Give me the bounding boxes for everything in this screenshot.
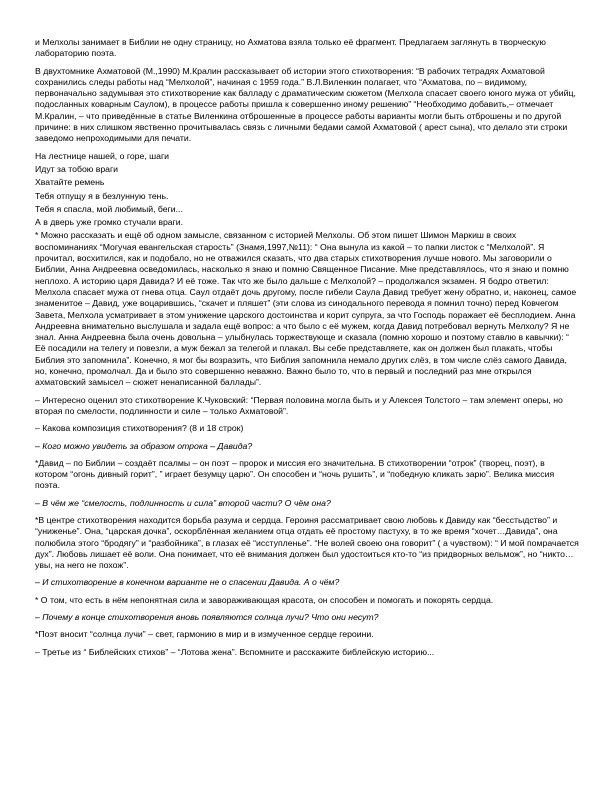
verse-line: Тебя я спасла, мой любимый, беги... [35, 203, 183, 214]
question-otrok: – Кого можно увидеть за образом отрока – Давида? [35, 440, 253, 451]
paragraph-lot-wife: – Третье из “ Библейских стихов” – “Лотова жена”. Вспомните и расскажите библейскую историю... [35, 646, 435, 657]
question-sun-rays: – Почему в конце стихотворения вновь появляются солнца лучи? Что они несут? [35, 612, 379, 623]
answer-sun-rays: *Поэт вносит “солнца лучи” – свет, гармонию в мир и в измученное сердце героини. [35, 629, 374, 640]
verse-block [35, 151, 579, 229]
document-page [35, 37, 579, 664]
paragraph-kralin: В двухтомнике Ахматовой (М.,1990) М.Кралин рассказывает об истории этого стихотворения: “В рабочих тетрадях Ахматовой сохранились следы работы над “Мелхолой”, начиная с 1959 года.” В.Л.Виленкин полагает, что “Ахматова, по – видимому, первоначально задумывая это стихотворение как балладу с драматическим сюжетом (Мелхола спасает своего юного мужа от убийц, подосланных коварным Саулом), в процессе работы пришла к совершенно иному решению” “Необходимо добавить,– отмечает М.Кралин, – что приведённые в статье Виленкина отброшенные в процессе работы варианты могли быть отброшены и по другой причине: в них слишком явственно прочитывалась связь с личными бедами самой Ахматовой ( арест сына), что делало эти строки заведомо непроходимыми для печати. [35, 65, 576, 144]
answer-final-version: * О том, что есть в нём непонятная сила и завораживающая красота, он способен и помогать и покорять сердца. [35, 594, 494, 605]
verse-line: Тебя отпущу я в безлунную тень. [35, 190, 169, 201]
verse-line: Хватайте ремень [35, 177, 105, 188]
question-final-version: – И стихотворение в конечном варианте не о спасении Давида. А о чём? [35, 577, 340, 588]
paragraph-chukovsky: – Интересно оценил это стихотворение К.Чуковский: “Первая половина могла быть и у Алексея Толстого – там элемент оперы, но вторая по смелости, подлинности и силе – только Ахматовой”. [35, 394, 563, 416]
paragraph-intro: и Мелхолы занимает в Библии не одну страницу, но Ахматова взяла только её фрагмент. Предлагаем заглянуть в творческую лабораторию поэта. [35, 37, 546, 59]
verse-line: На лестнице нашей, о горе, шаги [35, 150, 169, 161]
paragraph-markish: * Можно рассказать и ещё об одном замысле, связанном с историей Мелхолы. Об этом пишет Шимон Маркиш в своих воспоминаниях “Могучая евангельская старость” (Знамя,1997,№11): “ Она вынула из какой – то папки листок с “Мелхолой”. Я прочитал, восхитился, как и подобало, но не отважился сказать, что два старых стихотворения лучше нового. Мы заговорили о Библии, Анна Андреевна осведомилась, насколько я знаю и помню Священное Писание. Мне представлялось, что я знаю и помню неплохо. А историю царя Давида? И её тоже. Так что же было дальше с Мелхолой? – продолжался экзамен. Я бодро ответил: Мелхола спасает мужа от гнева отца. Саул отдаёт дочь другому, после гибели Саула Давид требует жену обратно, и, наконец, самое знаменитое – Давид, уже воцарившись, “скачет и пляшет” (эти слова из синодального перевода я помнил точно) перед Ковчегом Завета, Мелхола усматривает в этом унижение царского достоинства и корит супруга, за что Господь поражает её бесплодием. Анна Андреевна внимательно выслушала и задала ещё вопрос: а что было с её мужем, когда Давид потребовал вернуть Мелхолу? Я не знал. Анна Андреевна была очень довольна – улыбнулась торжествующе и сказала (помню хорошо и поэтому ставлю в кавычки): “ Её посадили на телегу и повезли, а муж бежал за телегой и плакал. Вы себе представляете, как он должен был плакать, чтобы Библия это запомнила”. Конечно, я мог бы возразить, что Библия запомнила немало других слёз, в том числе слёз самого Давида, но, конечно, промолчал. Да и было это совершенно неважно. Важно было то, что в первый и последний раз мне открылся ахматовский замысел – сюжет ненаписанной баллады”. [35, 230, 577, 388]
answer-second-part: *В центре стихотворения находится борьба разума и сердца. Героиня рассматривает свою любовь к Давиду как “бесстыдство” и “униженье”. Она, “царская дочка”, оскорблённая желанием отца отдать её простому пастуху, в то же время “хочет…Давида”, она полюбила этого “бродягу” и “разбойника”, в глазах её “исступленье”. “Не волей своею она говорит” ( а чувством): “ И мой помрачается дух”. Любовь лишает её воли. Она понимает, что её внимания должен был удостоиться кто-то “из придворных вельмож”, но “никто…увы, на него не похож”. [35, 514, 579, 571]
verse-line: Идут за тобою враги [35, 163, 119, 174]
question-composition: – Какова композиция стихотворения? (8 и 18 строк) [35, 423, 244, 434]
verse-line: А в дверь уже громко стучали враги. [35, 217, 184, 228]
question-second-part: – В чём же “смелость, подлинность и сила” второй части? О чём она? [35, 497, 331, 508]
answer-otrok: *Давид – по Библии – создаёт псалмы – он поэт – пророк и миссия его значительна. В стихотворении “отрок” (творец, поэт), в котором “огонь дивный горит”, ” играет безумцу царю”. Он способен и “ночь рушить”, и “победную кликать зарю”. Велика миссия поэта. [35, 457, 555, 491]
